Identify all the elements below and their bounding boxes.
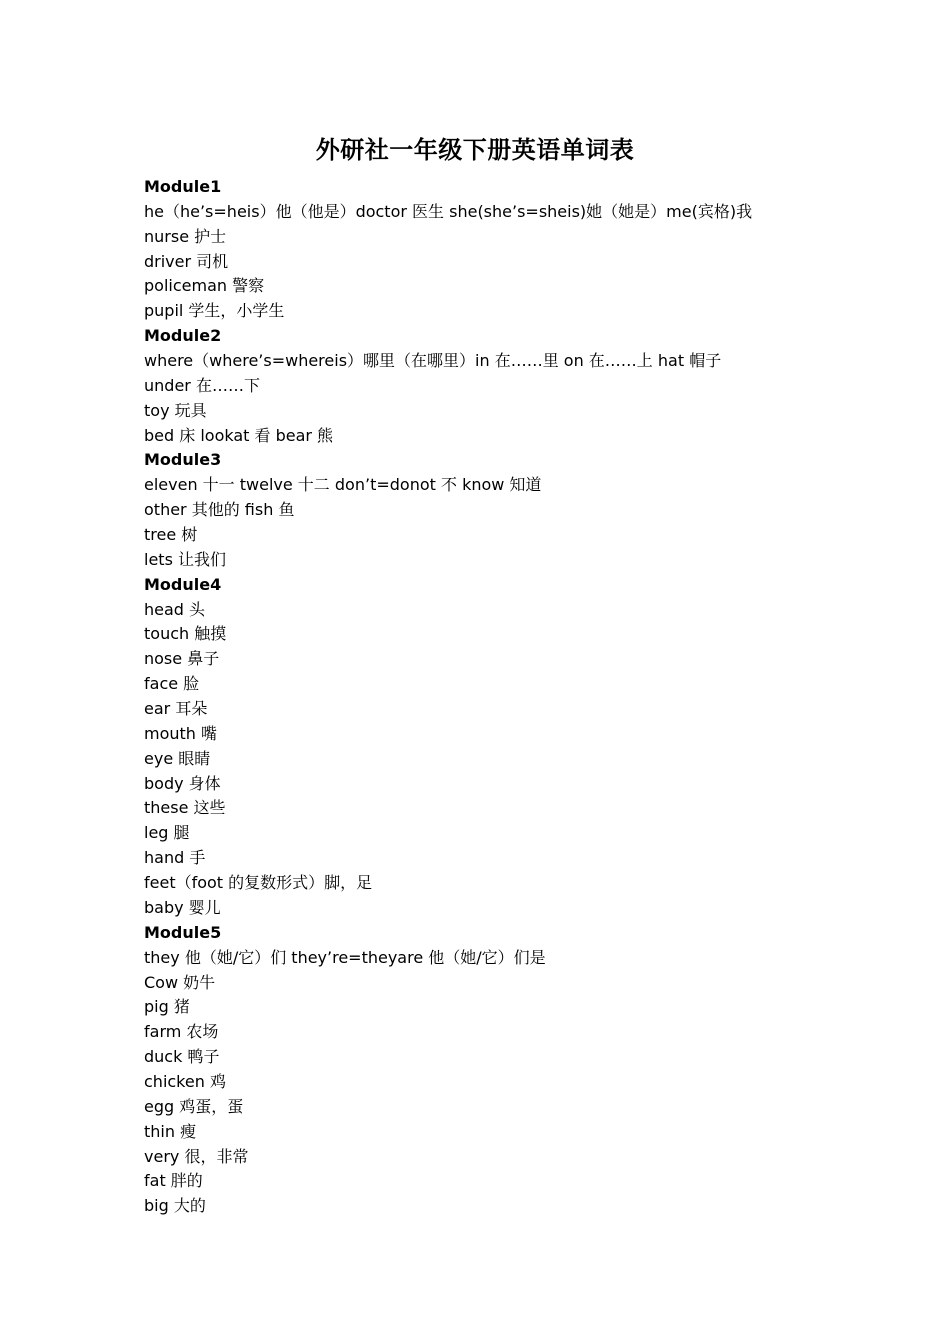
vocab-line: pupil 学生，小学生 [144, 301, 285, 321]
vocab-line: face 脸 [144, 674, 200, 694]
vocab-line: body 身体 [144, 773, 221, 793]
vocab-line: duck 鸭子 [144, 1047, 220, 1067]
vocab-line: fat 胖的 [144, 1171, 203, 1191]
vocab-line: farm 农场 [144, 1022, 219, 1042]
module-heading: Module4 [144, 574, 222, 594]
vocab-line: where（where’s=whereis）哪里（在哪里）in 在……里 on 在……上 hat 帽子 [144, 351, 722, 371]
vocab-line: nurse 护士 [144, 226, 227, 246]
vocab-line: mouth 嘴 [144, 723, 218, 743]
vocab-line: hand 手 [144, 848, 206, 868]
module-heading: Module2 [144, 326, 222, 346]
vocab-line: these 这些 [144, 798, 226, 818]
vocab-line: big 大的 [144, 1196, 206, 1216]
vocab-line: bed 床 lookat 看 bear 熊 [144, 425, 334, 445]
vocab-line: touch 触摸 [144, 624, 227, 644]
vocab-line: they 他（她/它）们 they’re=theyare 他（她/它）们是 [144, 947, 546, 967]
vocab-line: chicken 鸡 [144, 1071, 226, 1091]
vocab-line: eye 眼睛 [144, 748, 211, 768]
vocab-line: Cow 奶牛 [144, 972, 216, 992]
vocab-line: head 头 [144, 599, 206, 619]
module-heading: Module1 [144, 177, 222, 196]
vocab-line: very 很，非常 [144, 1146, 249, 1166]
vocab-line: egg 鸡蛋，蛋 [144, 1096, 244, 1116]
vocabulary-list [144, 175, 844, 1219]
vocab-line: toy 玩具 [144, 400, 207, 420]
vocab-line: thin 瘦 [144, 1121, 197, 1141]
vocab-line: ear 耳朵 [144, 699, 208, 719]
vocab-line: leg 腿 [144, 823, 190, 843]
module-heading: Module5 [144, 922, 222, 942]
vocab-line: baby 婴儿 [144, 897, 221, 917]
vocab-line: other 其他的 fish 鱼 [144, 500, 295, 520]
vocab-line: he（he’s=heis）他（他是）doctor 医生 she(she’s=sheis)她（她是）me(宾格)我 [144, 201, 753, 221]
module-heading: Module3 [144, 450, 222, 470]
vocab-line: tree 树 [144, 525, 198, 545]
vocab-line: pig 猪 [144, 997, 190, 1017]
vocab-line: nose 鼻子 [144, 649, 220, 669]
vocab-line: policeman 警察 [144, 276, 265, 296]
vocab-line: driver 司机 [144, 251, 229, 271]
vocab-line: feet（foot 的复数形式）脚，足 [144, 873, 373, 893]
vocab-line: lets 让我们 [144, 549, 226, 569]
page-title: 外研社一年级下册英语单词表 [315, 136, 635, 164]
vocab-line: eleven 十一 twelve 十二 don’t=donot 不 know 知道 [144, 475, 542, 495]
vocab-line: under 在……下 [144, 375, 260, 395]
